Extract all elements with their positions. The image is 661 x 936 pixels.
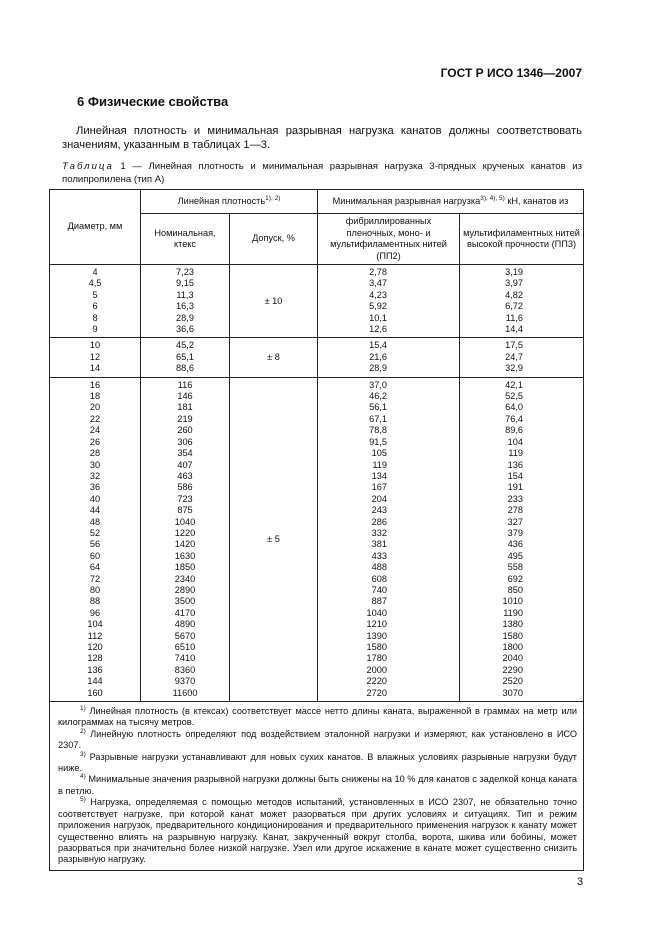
pp3-values: 42,1 52,5 64,0 76,4 89,6 104 119 136 154 191 233 278 327 379 436 495 558 692 850 1010 1190 1380 1580 1800 2040 2290 2520 3070 <box>460 377 584 701</box>
footnote <box>58 797 577 865</box>
header-pp3: мультифиламентных нитей высокой прочности (ПП3) <box>460 214 584 265</box>
data-table <box>49 189 584 871</box>
table-caption-prefix: Таблица <box>62 161 114 172</box>
header-breaking-load-unit: кН, канатов из <box>504 195 569 206</box>
header-breaking-load-refs: 3), 4), 5) <box>480 194 505 202</box>
footnote-text: Минимальные значения разрывной нагрузки должны быть снижены на 10 % для канатов с заделкой конца каната в петлю. <box>58 774 577 796</box>
nominal-values: 45,2 65,1 88,6 <box>141 338 230 377</box>
nominal-values: 116 146 181 219 260 306 354 407 463 586 723 875 1040 1220 1420 1630 1850 2340 2890 3500 4170 4890 5670 6510 7410 8360 9370 11600 <box>141 377 230 701</box>
table-caption <box>62 160 582 186</box>
footnote-mark: 5) <box>80 796 86 804</box>
tolerance-value: ± 10 <box>230 265 318 338</box>
footnote-mark: 4) <box>80 773 86 781</box>
table-notes-row <box>50 702 584 871</box>
header-linear-density-refs: 1), 2) <box>265 194 281 202</box>
header-linear-density <box>141 190 318 214</box>
pp3-values: 3,19 3,97 4,82 6,72 11,6 14,4 <box>460 265 584 338</box>
nominal-values: 7,23 9,15 11,3 16,3 28,9 36,6 <box>141 265 230 338</box>
footnote <box>58 706 577 729</box>
pp2-values: 2,78 3,47 4,23 5,92 10,1 12,6 <box>318 265 460 338</box>
diameter-values: 10 12 14 <box>50 338 141 377</box>
footnote-mark: 3) <box>80 750 86 758</box>
footnote-mark: 2) <box>80 727 86 735</box>
header-breaking-load-label: Минимальная разрывная нагрузка <box>332 195 481 206</box>
pp2-values: 15,4 21,6 28,9 <box>318 338 460 377</box>
footnote <box>58 752 577 775</box>
footnote <box>58 774 577 797</box>
pp2-values: 37,0 46,2 56,1 67,1 78,8 91,5 105 119 134 167 204 243 286 332 381 433 488 608 740 887 1040 1210 1390 1580 1780 2000 2220 2720 <box>318 377 460 701</box>
diameter-values: 16 18 20 22 24 26 28 30 32 36 40 44 48 52 56 60 64 72 80 88 96 104 112 120 128 136 144 160 <box>50 377 141 701</box>
page-number: 3 <box>577 876 584 888</box>
footnote-mark: 1) <box>80 704 86 712</box>
footnote-text: Нагрузка, определяемая с помощью методов испытаний, установленных в ИСО 2307, не обязательно точно соответствует нагрузке, при которой канат может разорваться при других условиях и ситуациях. Тип и режим приложения нагрузок, предварительного кондиционирования и предварительного применения нагрузок к канату может существенно влиять на разрывную нагрузку. Канат, закрученный вокруг столба, ворота, шкива или бобины, может разорваться при значительно более низкой нагрузке. Узел или другое искажение в канате может существенно снизить разрывную нагрузку. <box>58 797 577 865</box>
footnote-text: Линейную плотность определяют под воздействием эталонной нагрузки и измеряют, как установлено в ИСО 2307. <box>58 728 577 751</box>
table-row-group <box>50 377 584 701</box>
footnote-text: Разрывные нагрузки устанавливают для новых сухих канатов. В влажных условиях разрывные нагрузки будут ниже. <box>58 751 577 774</box>
header-tolerance: Допуск, % <box>230 214 318 265</box>
table-caption-text: 1 — Линейная плотность и минимальная разрывная нагрузка 3-прядных крученых канатов из полипропилена (тип А) <box>62 161 582 185</box>
intro-paragraph: Линейная плотность и минимальная разрывная нагрузка канатов должны соответствовать значениям, указанным в таблицах 1—3. <box>62 125 582 151</box>
table-notes <box>50 702 584 871</box>
footnote <box>58 729 577 752</box>
table-row-group <box>50 265 584 338</box>
footnote-text: Линейная плотность (в ктексах) соответствует массе нетто длины каната, выраженной в граммах на метр или килограммах на тысячу метров. <box>58 706 577 728</box>
header-pp2: фибриллированных пленочных, моно- и мультифиламентных нитей (ПП2) <box>318 214 460 265</box>
header-linear-density-label: Линейная плотность <box>177 195 266 206</box>
tolerance-value: ± 5 <box>230 377 318 701</box>
tolerance-value: ± 8 <box>230 338 318 377</box>
diameter-values: 4 4,5 5 6 8 9 <box>50 265 141 338</box>
section-title: 6 Физические свойства <box>77 94 229 109</box>
standard-designation: ГОСТ Р ИСО 1346—2007 <box>440 66 582 80</box>
header-nominal: Номинальная, ктекс <box>141 214 230 265</box>
table-row-group <box>50 338 584 377</box>
header-diameter: Диаметр, мм <box>50 190 141 265</box>
header-breaking-load <box>318 190 584 214</box>
pp3-values: 17,5 24,7 32,9 <box>460 338 584 377</box>
